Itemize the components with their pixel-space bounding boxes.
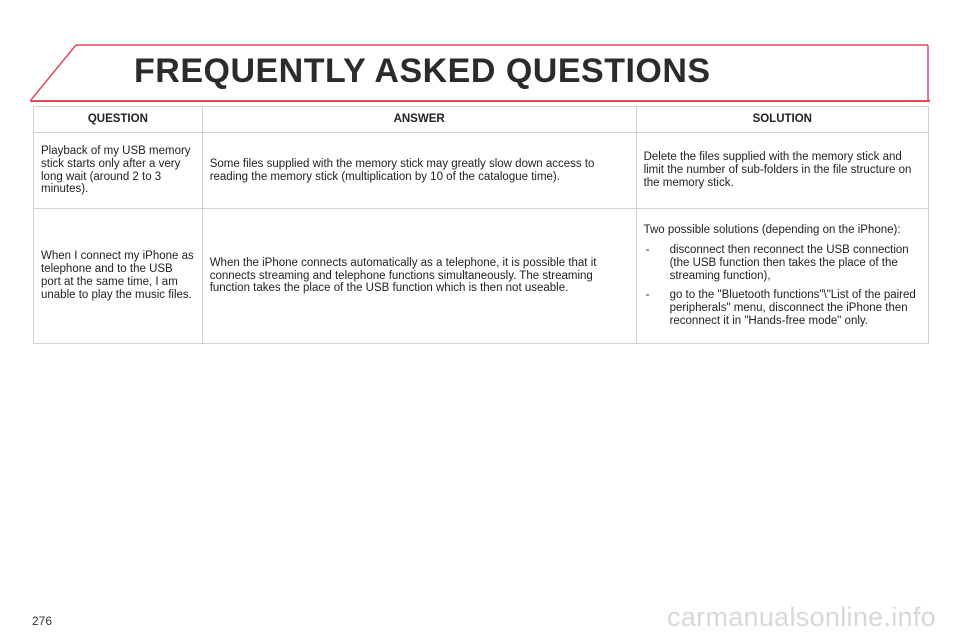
page-number: 276 <box>32 614 53 628</box>
answer-cell: Some files supplied with the memory stick may greatly slow down access to reading the memory stick (multiplication by 10 of the catalogue time). <box>202 133 636 209</box>
page-title: FREQUENTLY ASKED QUESTIONS <box>134 52 711 90</box>
solution-intro: Two possible solutions (depending on the iPhone): <box>643 223 901 236</box>
header-rule <box>30 100 930 102</box>
solution-cell <box>636 209 928 344</box>
column-header-solution: SOLUTION <box>636 107 928 133</box>
header-corner-line <box>30 44 110 102</box>
solution-list-item <box>644 289 921 328</box>
column-header-question: QUESTION <box>34 107 203 133</box>
table-header-row <box>34 107 929 133</box>
dash-bullet: - <box>645 289 650 302</box>
solution-item-text: disconnect then reconnect the USB connection (the USB function then takes the place of the streaming function), <box>669 243 909 282</box>
column-header-answer: ANSWER <box>202 107 636 133</box>
solution-list <box>644 244 921 328</box>
table-row <box>34 209 929 344</box>
question-cell: Playback of my USB memory stick starts only after a very long wait (around 2 to 3 minutes). <box>34 133 203 209</box>
table-row <box>34 133 929 209</box>
faq-table <box>33 106 929 344</box>
solution-item-text: go to the "Bluetooth functions"\"List of the paired peripherals" menu, disconnect the iPhone then reconnect it in "Hands-free mode" only. <box>669 289 916 328</box>
solution-cell: Delete the files supplied with the memory stick and limit the number of sub-folders in the file structure on the memory stick. <box>636 133 928 209</box>
watermark: carmanualsonline.info <box>667 602 936 632</box>
solution-list-item <box>644 244 921 283</box>
answer-cell: When the iPhone connects automatically as a telephone, it is possible that it connects streaming and telephone functions simultaneously. The streaming function takes the place of the USB function which is then not useable. <box>202 209 636 344</box>
question-cell: When I connect my iPhone as telephone and to the USB port at the same time, I am unable to play the music files. <box>34 209 203 344</box>
dash-bullet: - <box>645 243 650 256</box>
